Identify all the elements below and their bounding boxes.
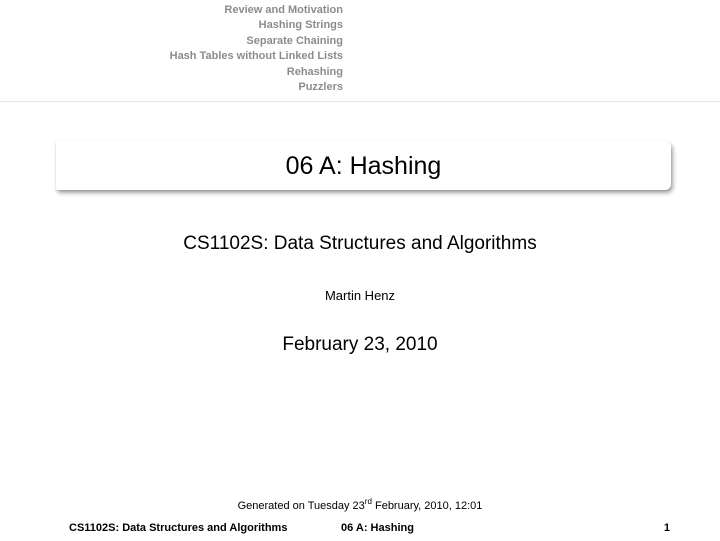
nav-item-hashing-strings[interactable]: Hashing Strings	[258, 19, 343, 32]
footer-lecture: 06 A: Hashing	[341, 522, 414, 534]
nav-item-hash-tables-without-linked-lists[interactable]: Hash Tables without Linked Lists	[169, 50, 343, 63]
nav-item-separate-chaining[interactable]: Separate Chaining	[246, 34, 343, 47]
generated-prefix: Generated on Tuesday 23	[237, 500, 365, 512]
navigation-divider	[0, 101, 720, 102]
course-subtitle: CS1102S: Data Structures and Algorithms	[183, 233, 537, 254]
footer-course: CS1102S: Data Structures and Algorithms	[69, 522, 288, 534]
author-name: Martin Henz	[324, 288, 396, 303]
footer-bar	[0, 520, 720, 538]
slide-title: 06 A: Hashing	[285, 151, 442, 180]
section-navigation	[0, 0, 343, 95]
nav-item-review-and-motivation[interactable]: Review and Motivation	[224, 4, 343, 16]
presentation-date: February 23, 2010	[282, 334, 438, 355]
nav-item-rehashing[interactable]: Rehashing	[286, 65, 343, 78]
title-box	[56, 141, 671, 190]
generated-note	[0, 497, 720, 512]
generated-superscript: rd	[364, 497, 372, 506]
generated-suffix: February, 2010, 12:01	[371, 500, 483, 512]
footer-page-number: 1	[663, 522, 670, 534]
nav-item-puzzlers[interactable]: Puzzlers	[298, 81, 343, 94]
